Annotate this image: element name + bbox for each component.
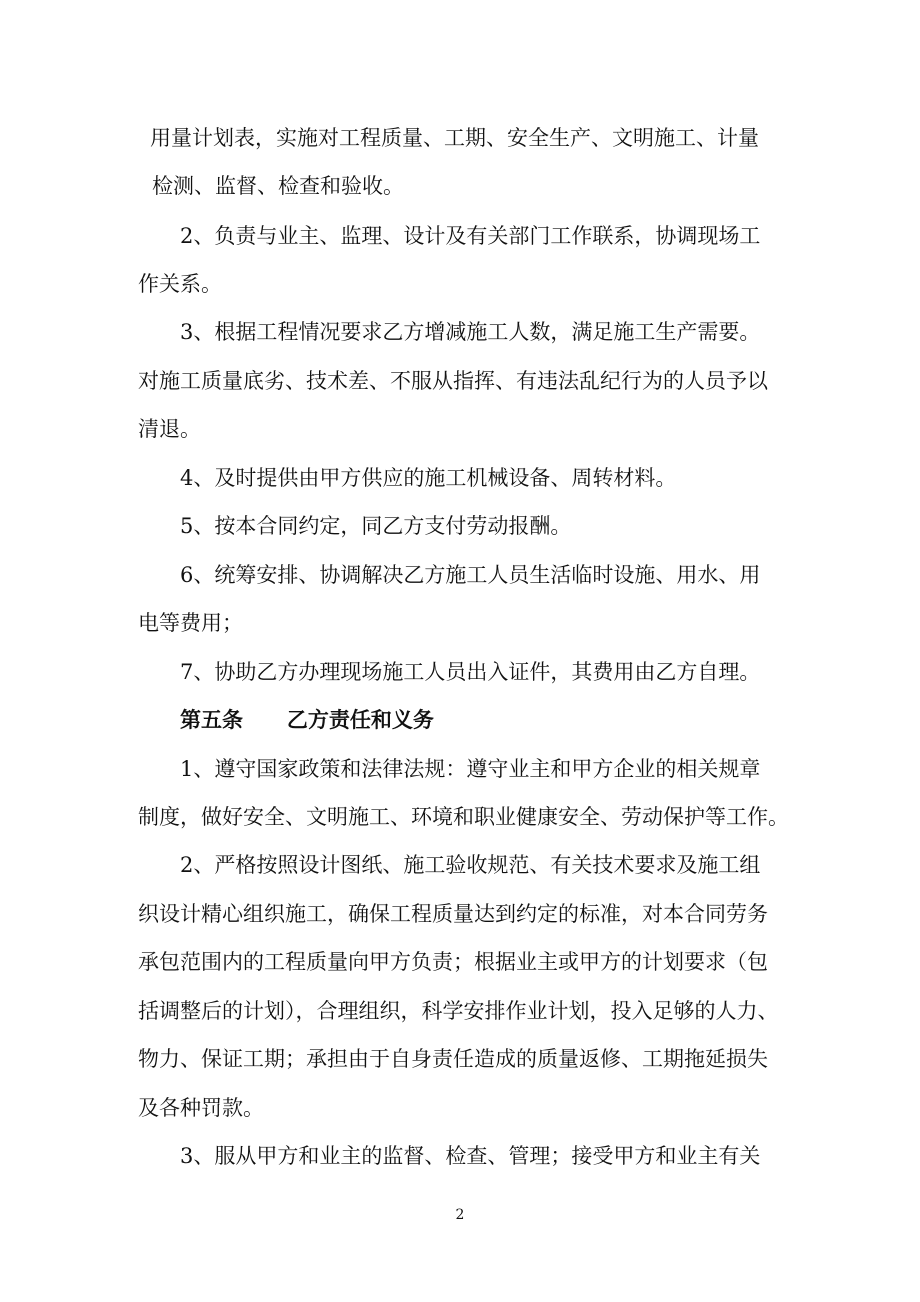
text-line: 检测、监督、检查和验收。: [152, 174, 404, 198]
text-line: 织设计精心组织施工，确保工程质量达到约定的标准，对本合同劳务: [138, 902, 768, 926]
text-line: 括调整后的计划），合理组织，科学安排作业计划，投入足够的人力、: [138, 999, 779, 1023]
text-line: 作关系。: [138, 272, 222, 296]
text-line: 3、根据工程情况要求乙方增减施工人数，满足施工生产需要。: [180, 320, 761, 344]
text-line: 3、服从甲方和业主的监督、检查、管理；接受甲方和业主有关: [180, 1144, 761, 1168]
text-line: 电等费用；: [138, 611, 243, 635]
text-line: 及各种罚款。: [138, 1096, 264, 1120]
text-line: 6、统筹安排、协调解决乙方施工人员生活临时设施、用水、用: [180, 563, 761, 587]
text-line: 2、严格按照设计图纸、施工验收规范、有关技术要求及施工组: [180, 853, 761, 877]
text-line: 2、负责与业主、监理、设计及有关部门工作联系，协调现场工: [180, 224, 761, 248]
text-line: 5、按本合同约定，同乙方支付劳动报酬。: [180, 514, 572, 538]
text-line: 清退。: [138, 417, 201, 441]
text-line: 对施工质量底劣、技术差、不服从指挥、有违法乱纪行为的人员予以: [138, 369, 768, 393]
text-line: 1、遵守国家政策和法律法规：遵守业主和甲方企业的相关规章: [180, 757, 761, 781]
section-heading: 第五条 乙方责任和义务: [180, 707, 434, 732]
text-line: 物力、保证工期；承担由于自身责任造成的质量返修、工期拖延损失: [138, 1047, 768, 1071]
text-line: 制度，做好安全、文明施工、环境和职业健康安全、劳动保护等工作。: [138, 805, 789, 829]
text-line: 承包范围内的工程质量向甲方负责；根据业主或甲方的计划要求（包: [138, 950, 768, 974]
page-number: 2: [455, 1207, 465, 1223]
text-line: 用量计划表，实施对工程质量、工期、安全生产、文明施工、计量: [150, 126, 759, 150]
text-line: 7、协助乙方办理现场施工人员出入证件，其费用由乙方自理。: [180, 660, 761, 684]
text-line: 4、及时提供由甲方供应的施工机械设备、周转材料。: [180, 466, 677, 490]
